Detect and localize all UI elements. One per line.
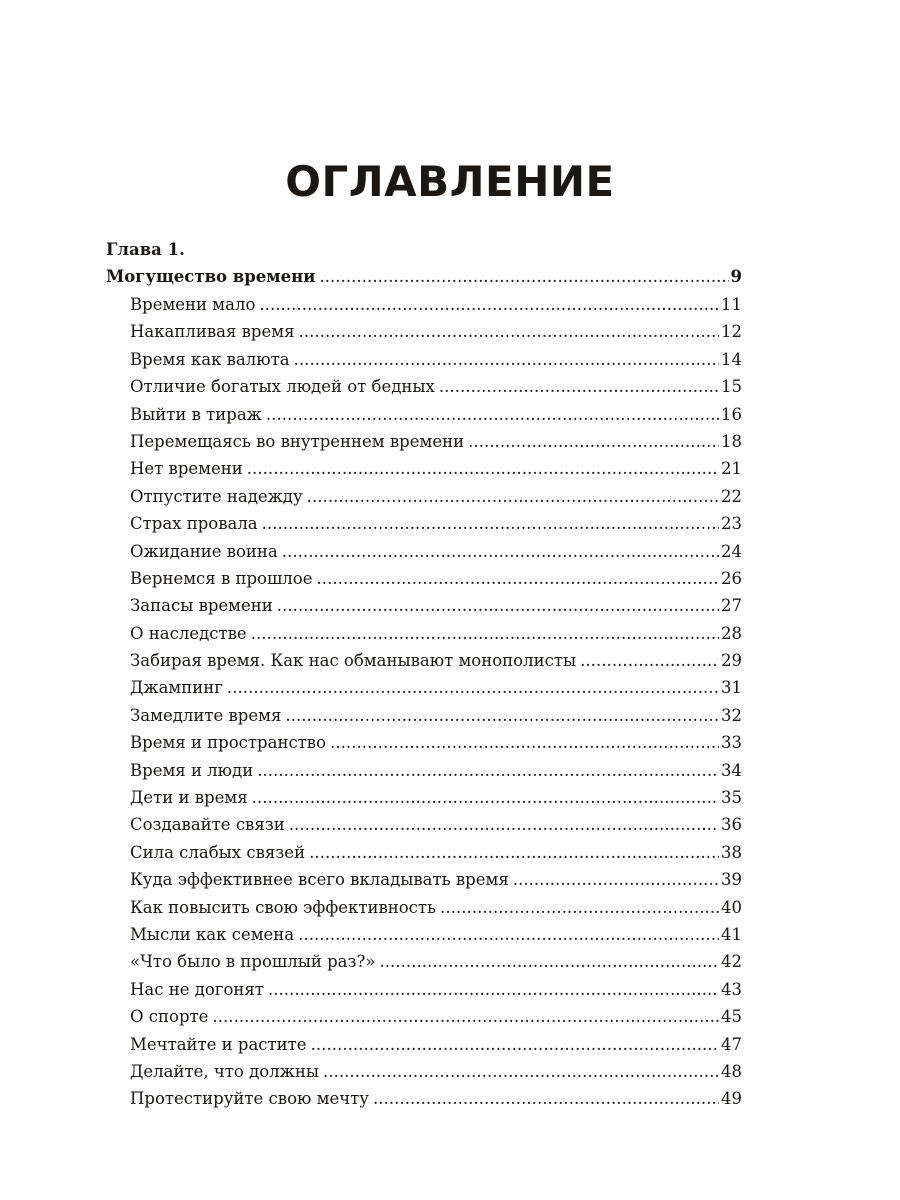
dot-leader <box>379 948 719 975</box>
page-title: ОГЛАВЛЕНИЕ <box>285 157 615 206</box>
toc-entry[interactable] <box>106 811 742 838</box>
dot-leader <box>247 455 719 482</box>
toc-entry-title: Времени мало <box>130 295 256 314</box>
toc-entry-title: Протестируйте свою мечту <box>130 1089 369 1109</box>
toc-entry-page-number: 18 <box>721 431 742 451</box>
toc-entry-page-number: 22 <box>721 486 742 506</box>
toc-entry-title: Забирая время. Как нас обманывают монополисты <box>130 651 577 671</box>
dot-leader <box>299 318 720 345</box>
toc-entry[interactable] <box>106 894 742 921</box>
dot-leader <box>294 346 719 373</box>
toc-entry-page-number: 31 <box>721 678 742 698</box>
toc-entry[interactable] <box>106 1031 742 1058</box>
toc-entry[interactable] <box>106 674 742 701</box>
toc-entry-page-number: 23 <box>721 514 742 534</box>
toc-entry-page-number: 47 <box>721 1034 742 1054</box>
toc-entry[interactable] <box>106 976 742 1003</box>
dot-leader <box>252 784 719 811</box>
toc-entry[interactable] <box>106 428 742 455</box>
toc-entry[interactable] <box>106 620 742 647</box>
toc-entry[interactable] <box>106 866 742 893</box>
toc-entry[interactable] <box>106 538 742 565</box>
toc-entry-page-number: 49 <box>721 1089 742 1109</box>
toc-entry-page-number: 35 <box>721 788 742 808</box>
chapter-entry[interactable] <box>106 262 742 291</box>
toc-entry-title: Накапливая время <box>130 322 295 342</box>
toc-entry-page-number: 33 <box>721 733 742 753</box>
toc-entry-title: Выйти в тираж <box>130 404 262 424</box>
chapter-label: Глава 1. <box>106 240 185 259</box>
dot-leader <box>266 401 719 428</box>
toc-entry-title: О наследстве <box>130 623 247 643</box>
toc-entry-title: О спорте <box>130 1007 209 1027</box>
toc-entry-page-number: 27 <box>721 596 742 616</box>
dot-leader <box>330 729 719 756</box>
toc-entry-page-number: 12 <box>721 322 742 342</box>
dot-leader <box>323 1058 719 1085</box>
dot-leader <box>468 428 719 455</box>
toc-entry[interactable] <box>106 1085 742 1112</box>
toc-entry-title: Запасы времени <box>130 596 273 616</box>
dot-leader <box>440 894 719 921</box>
toc-entry[interactable] <box>106 565 742 592</box>
toc-entry[interactable] <box>106 729 742 756</box>
toc-entry-title: Куда эффективнее всего вкладывать время <box>130 870 509 890</box>
toc-entry-page-number: 14 <box>721 349 742 369</box>
toc-entry-page-number: 29 <box>721 651 742 671</box>
dot-leader <box>513 866 719 893</box>
toc-entry-title: Мечтайте и растите <box>130 1034 307 1054</box>
toc-entry-title: Время как валюта <box>130 349 290 369</box>
toc-entry-title: Как повысить свою эффективность <box>130 897 437 917</box>
dot-leader <box>251 620 719 647</box>
toc-entry-title: Дети и время <box>130 788 248 808</box>
toc-entry-title: Джампинг <box>130 678 223 698</box>
toc-entry[interactable] <box>106 455 742 482</box>
dot-leader <box>257 757 719 784</box>
toc-entry[interactable] <box>106 921 742 948</box>
dot-leader <box>439 373 719 400</box>
dot-leader <box>298 921 719 948</box>
toc-entry[interactable] <box>106 483 742 510</box>
toc-entry-page-number: 21 <box>721 459 742 479</box>
toc-entry-title: Мысли как семена <box>130 924 295 944</box>
table-of-contents <box>106 238 742 1113</box>
toc-entry[interactable] <box>106 647 742 674</box>
dot-leader <box>309 839 719 866</box>
toc-entry[interactable] <box>106 1003 742 1030</box>
toc-entry-title: Ожидание воина <box>130 541 278 561</box>
toc-entry-page-number: 24 <box>721 541 742 561</box>
toc-entry-title: Время и пространство <box>130 733 327 753</box>
dot-leader <box>277 592 719 619</box>
toc-entry-page-number: 39 <box>721 870 742 890</box>
chapter-title: Могущество времени <box>106 267 316 286</box>
dot-leader <box>319 262 728 291</box>
dot-leader <box>307 483 719 510</box>
toc-entry[interactable] <box>106 373 742 400</box>
toc-entry-title: Перемещаясь во внутреннем времени <box>130 431 465 451</box>
dot-leader <box>289 811 719 838</box>
toc-entry-page-number: 42 <box>721 952 742 972</box>
toc-entry-page-number: 48 <box>721 1061 742 1081</box>
toc-entry-title: Нас не догонят <box>130 979 264 999</box>
dot-leader <box>317 565 720 592</box>
toc-entry-title: Создавайте связи <box>130 815 285 835</box>
toc-entry-title: Страх провала <box>130 514 258 534</box>
toc-entry-title: Делайте, что должны <box>130 1061 319 1081</box>
toc-entry[interactable] <box>106 839 742 866</box>
section-list <box>106 291 742 1113</box>
toc-entry-page-number: 26 <box>721 568 742 588</box>
toc-entry[interactable] <box>106 291 742 318</box>
dot-leader <box>262 510 719 537</box>
toc-entry[interactable] <box>106 784 742 811</box>
dot-leader <box>259 291 719 318</box>
dot-leader <box>212 1003 719 1030</box>
dot-leader <box>285 702 719 729</box>
toc-entry[interactable] <box>106 757 742 784</box>
toc-entry-title: Вернемся в прошлое <box>130 568 313 588</box>
toc-entry[interactable] <box>106 510 742 537</box>
toc-entry-page-number: 40 <box>721 897 742 917</box>
toc-entry[interactable] <box>106 702 742 729</box>
toc-entry-page-number: 11 <box>721 295 742 314</box>
dot-leader <box>282 538 719 565</box>
toc-entry-page-number: 16 <box>721 404 742 424</box>
toc-entry-title: Сила слабых связей <box>130 842 306 862</box>
toc-entry-page-number: 34 <box>721 760 742 780</box>
toc-entry-page-number: 28 <box>721 623 742 643</box>
toc-entry-title: «Что было в прошлый раз?» <box>130 952 376 972</box>
toc-entry[interactable] <box>106 318 742 345</box>
toc-entry-page-number: 41 <box>721 924 742 944</box>
toc-entry-title: Нет времени <box>130 459 243 479</box>
toc-entry-page-number: 43 <box>721 979 742 999</box>
toc-entry-page-number: 36 <box>721 815 742 835</box>
toc-entry-page-number: 15 <box>721 377 742 397</box>
toc-entry-page-number: 38 <box>721 842 742 862</box>
dot-leader <box>373 1085 719 1112</box>
toc-entry-title: Время и люди <box>130 760 254 780</box>
toc-entry-title: Отпустите надежду <box>130 486 303 506</box>
chapter-page-number: 9 <box>730 267 742 286</box>
dot-leader <box>227 674 719 701</box>
toc-entry-page-number: 32 <box>721 705 742 725</box>
dot-leader <box>580 647 719 674</box>
toc-entry-title: Отличие богатых людей от бедных <box>130 377 435 397</box>
toc-entry-page-number: 45 <box>721 1007 742 1027</box>
toc-entry[interactable] <box>106 948 742 975</box>
dot-leader <box>268 976 719 1003</box>
toc-entry[interactable] <box>106 592 742 619</box>
toc-entry-title: Замедлите время <box>130 705 282 725</box>
toc-entry[interactable] <box>106 346 742 373</box>
dot-leader <box>311 1031 719 1058</box>
toc-entry[interactable] <box>106 1058 742 1085</box>
toc-entry[interactable] <box>106 401 742 428</box>
